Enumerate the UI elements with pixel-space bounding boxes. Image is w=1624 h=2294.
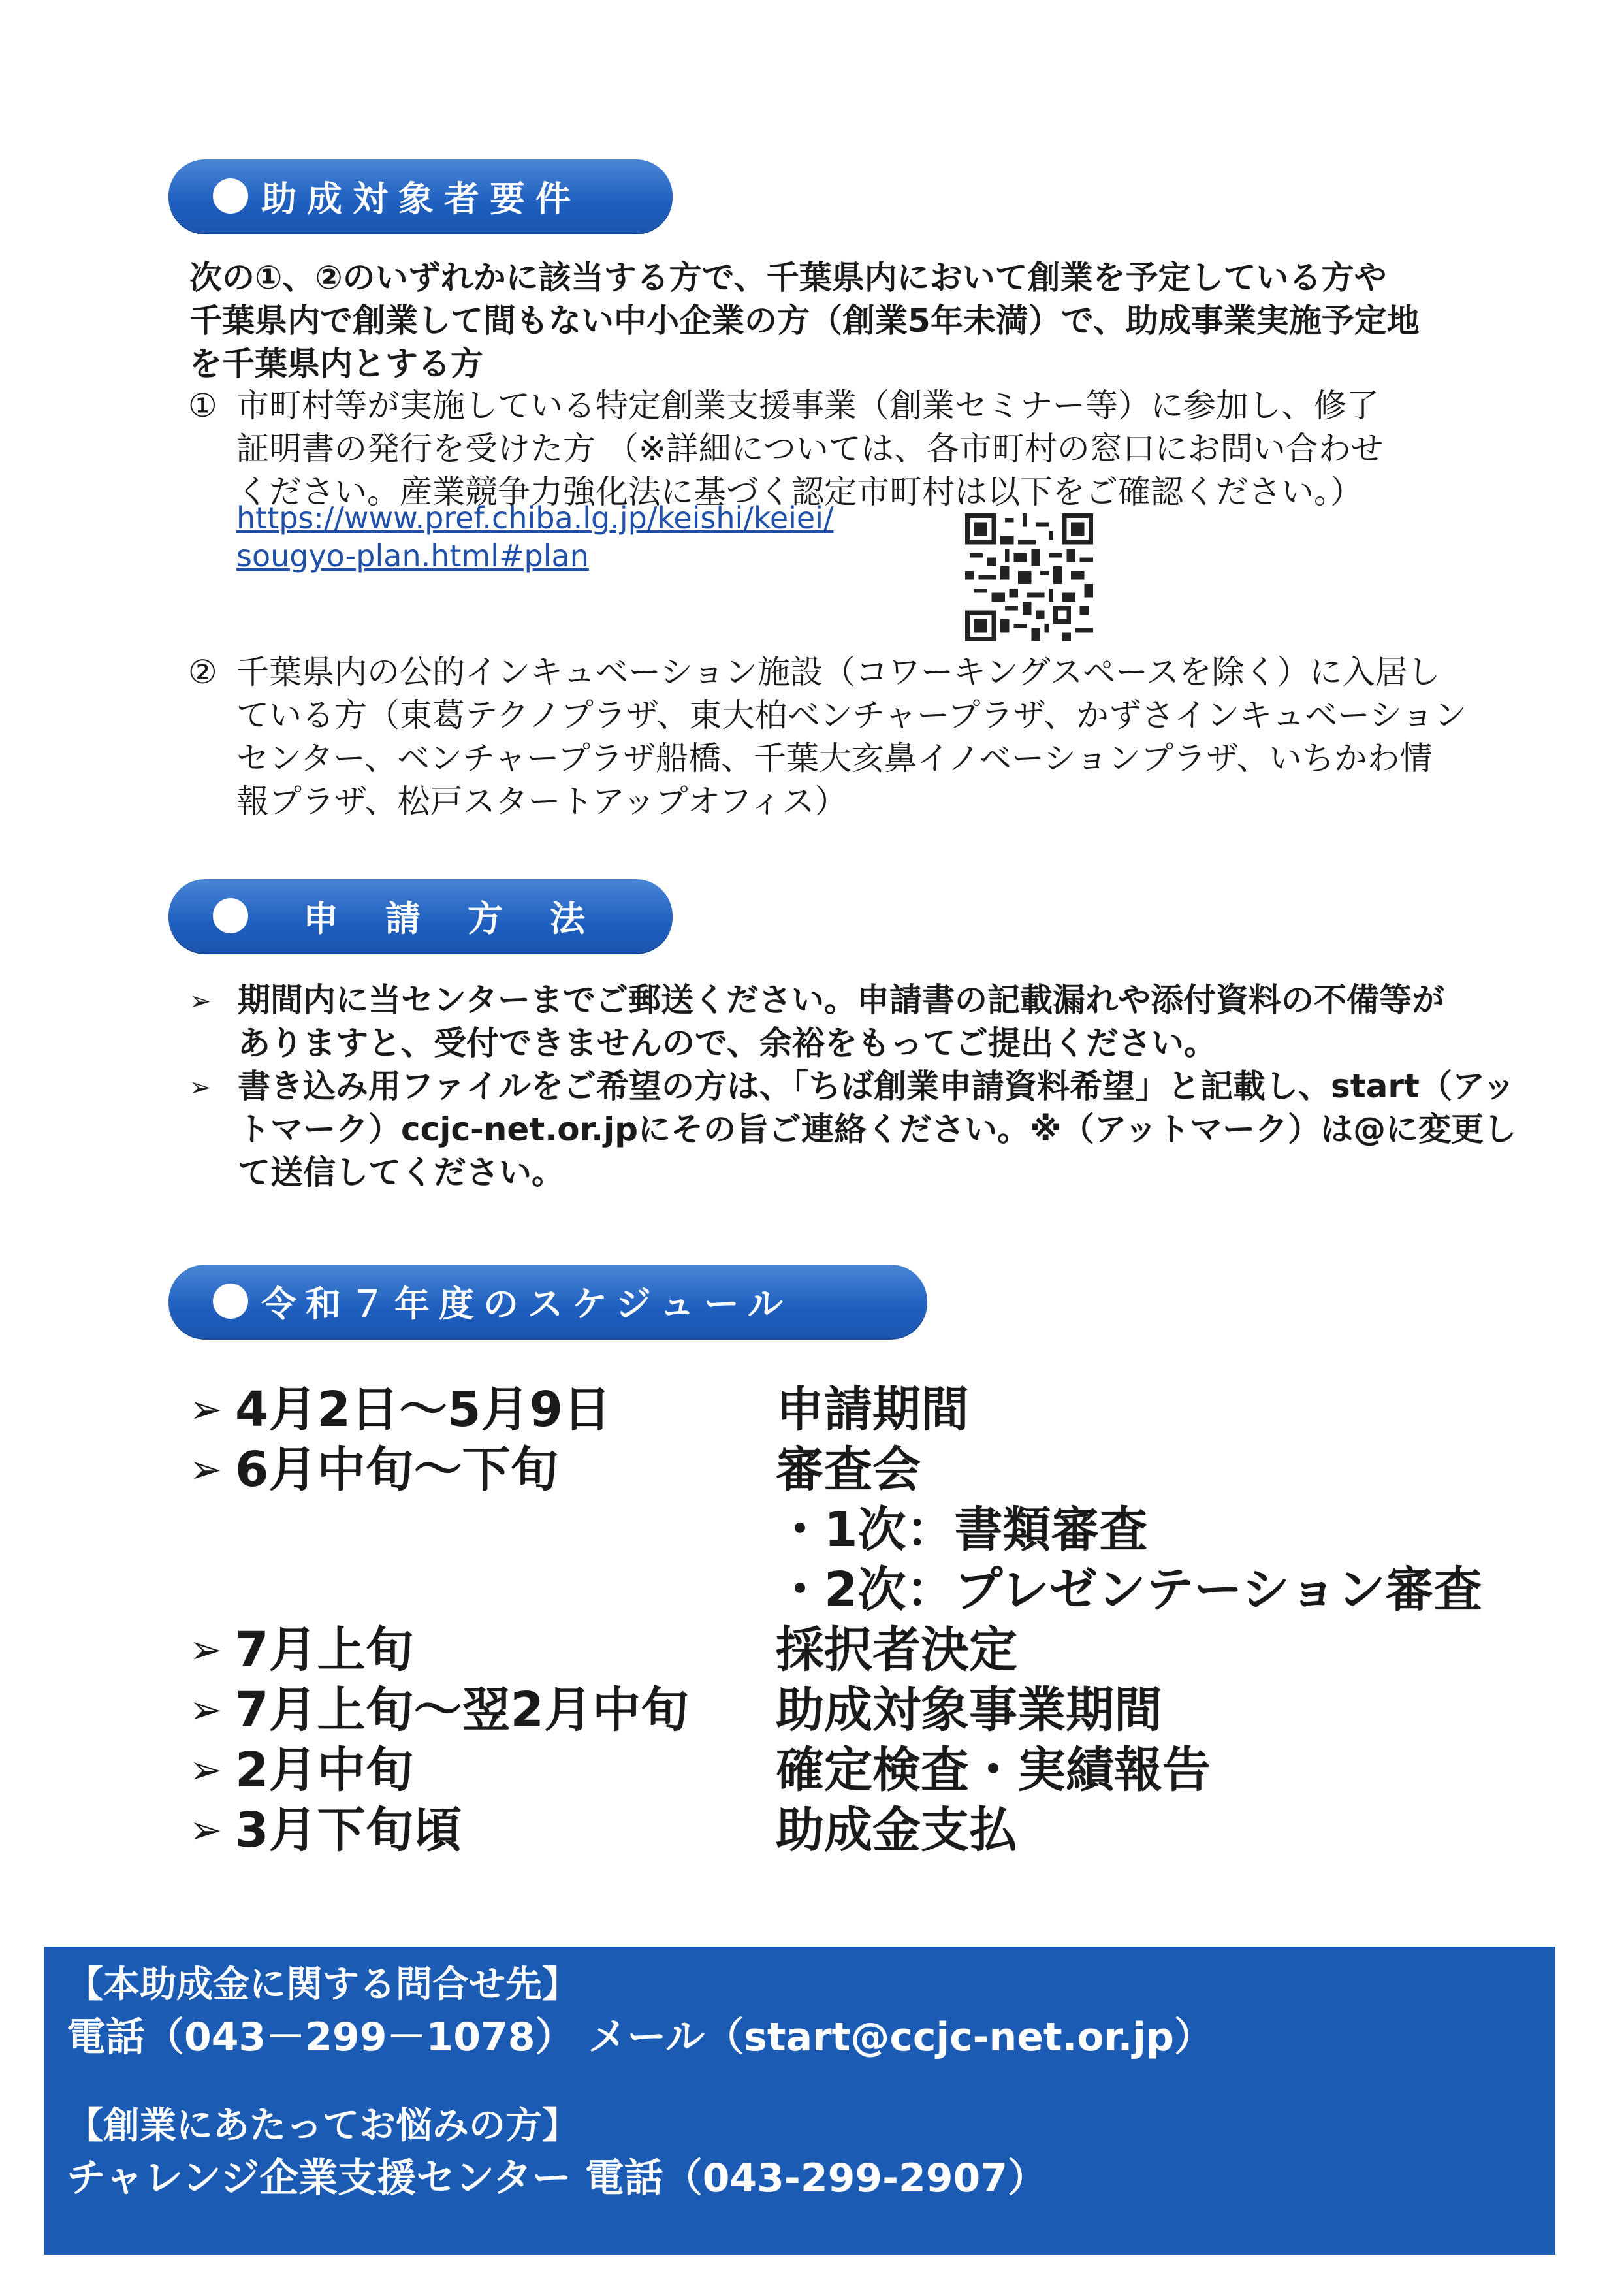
schedule-date: 3月下旬頃 <box>235 1802 462 1858</box>
item-number: ① <box>188 387 217 425</box>
schedule-event: ・2次：プレゼンテーション審査 <box>776 1562 1482 1618</box>
intro-line: 千葉県内で創業して間もない中小企業の方（創業5年未満）で、助成事業実施予定地 <box>189 302 1420 340</box>
contact-box <box>44 1947 1555 2255</box>
schedule-event: ・1次：書類審査 <box>776 1502 1148 1558</box>
item-line: ている方（東葛テクノプラザ、東大柏ベンチャープラザ、かずさインキュベーション <box>236 696 1467 734</box>
item-line: 報プラザ、松戸スタートアップオフィス） <box>236 783 848 820</box>
item-number: ② <box>188 653 217 691</box>
list-item <box>189 1065 1516 1194</box>
intro-line: 次の①、②のいずれかに該当する方で、千葉県内において創業を予定している方や <box>189 259 1387 297</box>
contact-heading-inquiries: 【本助成金に関する問合せ先】 <box>67 1963 579 2006</box>
arrowhead-bullet-icon: ➢ <box>189 1687 223 1733</box>
item-line: ください。産業競争力強化法に基づく認定市町村は以下をご確認ください。） <box>236 473 1363 511</box>
section-title: 申請方法 <box>303 897 632 939</box>
list-item <box>189 978 1516 1065</box>
section-header-schedule <box>168 1265 927 1338</box>
schedule-date: 6月中旬～下旬 <box>235 1442 559 1498</box>
item-line: 市町村等が実施している特定創業支援事業（創業セミナー等）に参加し、修了 <box>236 387 1379 425</box>
pref-link[interactable] <box>236 499 833 575</box>
eligibility-intro <box>189 256 1420 385</box>
application-bullets <box>189 978 1516 1194</box>
section-header-eligibility <box>168 159 673 233</box>
bullet-line: 書き込み用ファイルをご希望の方は、「ちば創業申請資料希望」と記載し、start（アッ <box>238 1067 1516 1105</box>
arrowhead-bullet-icon: ➢ <box>189 1447 223 1493</box>
section-title: 助成対象者要件 <box>261 178 581 219</box>
arrowhead-bullet-icon: ➢ <box>189 1387 223 1432</box>
intro-line: を千葉県内とする方 <box>189 345 483 383</box>
arrowhead-bullet-icon: ➢ <box>189 1627 223 1673</box>
arrowhead-bullet-icon: ➢ <box>189 1073 212 1103</box>
item-text <box>236 384 1384 513</box>
schedule-date: 4月2日～5月9日 <box>235 1381 611 1438</box>
contact-support-center: チャレンジ企業支援センター 電話（043-299-2907） <box>67 2156 1047 2201</box>
bullet-dot-icon <box>213 178 248 214</box>
qr-code-icon <box>965 513 1093 641</box>
bullet-dot-icon <box>213 898 248 933</box>
arrowhead-bullet-icon: ➢ <box>189 1747 223 1793</box>
schedule-date: 7月上旬 <box>235 1622 414 1678</box>
section-header-application <box>168 879 673 952</box>
schedule-event: 申請期間 <box>776 1381 969 1438</box>
arrowhead-bullet-icon: ➢ <box>189 986 212 1016</box>
bullet-line: トマーク）ccjc-net.or.jpにその旨ご連絡ください。※（アットマーク）は@に変更し <box>238 1110 1517 1148</box>
section-title: 令和７年度のスケジュール <box>261 1283 792 1325</box>
contact-heading-consultation: 【創業にあたってお悩みの方】 <box>67 2105 579 2147</box>
schedule-event: 助成金支払 <box>776 1802 1017 1858</box>
contact-phone-email: 電話（043－299－1078） メール（start@ccjc-net.or.jp） <box>67 2014 1213 2060</box>
item-line: センター、ベンチャープラザ船橋、千葉大亥鼻イノベーションプラザ、いちかわ情 <box>236 739 1433 777</box>
schedule-event: 採択者決定 <box>776 1622 1017 1678</box>
schedule-date: 2月中旬 <box>235 1742 414 1798</box>
item-line: 証明書の発行を受けた方 （※詳細については、各市町村の窓口にお問い合わせ <box>236 430 1384 468</box>
schedule-event: 審査会 <box>776 1442 921 1498</box>
schedule-event: 確定検査・実績報告 <box>776 1742 1211 1798</box>
arrowhead-bullet-icon: ➢ <box>189 1807 223 1853</box>
schedule-event: 助成対象事業期間 <box>776 1682 1162 1738</box>
bullet-line: て送信してください。 <box>238 1154 564 1191</box>
url-line[interactable]: https://www.pref.chiba.lg.jp/keishi/keiei/ <box>236 500 834 536</box>
schedule-date: 7月上旬～翌2月中旬 <box>235 1682 689 1738</box>
bullet-line: 期間内に当センターまでご郵送ください。申請書の記載漏れや添付資料の不備等が <box>238 981 1444 1019</box>
item-text <box>236 651 1467 823</box>
url-line[interactable]: sougyo-plan.html#plan <box>236 538 589 574</box>
item-line: 千葉県内の公的インキュベーション施設（コワーキングスペースを除く）に入居し <box>236 653 1441 691</box>
bullet-dot-icon <box>213 1284 248 1319</box>
bullet-line: ありますと、受付できませんので、余裕をもってご提出ください。 <box>238 1024 1217 1062</box>
